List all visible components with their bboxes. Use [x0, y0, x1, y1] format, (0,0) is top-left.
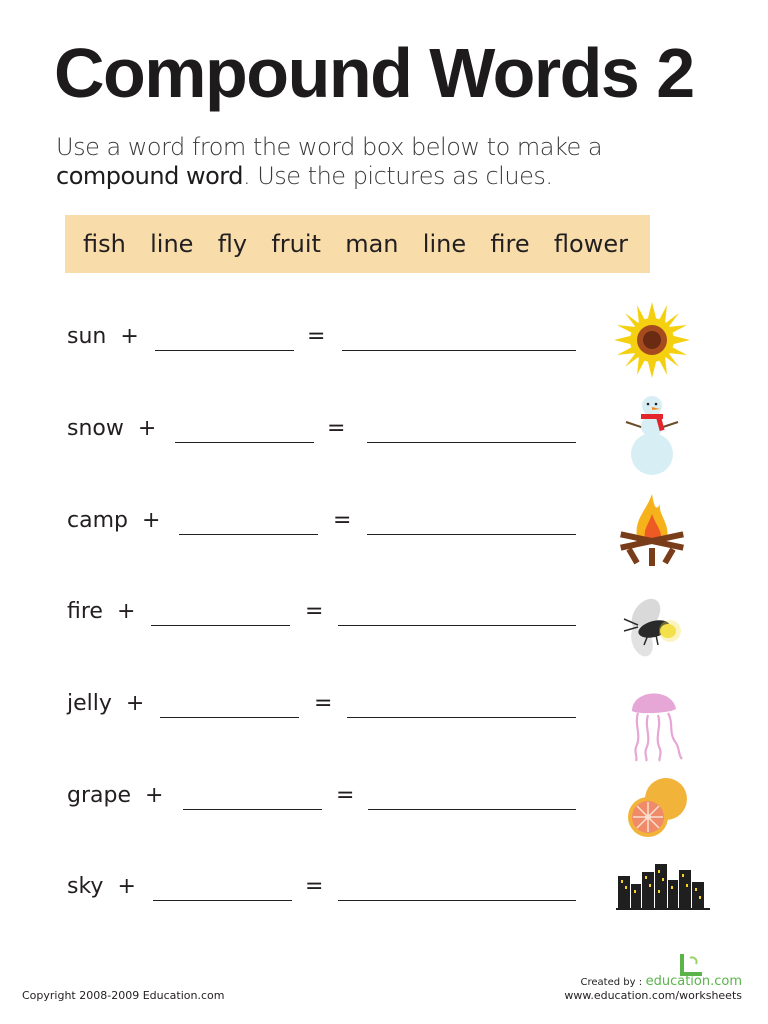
exercise-row-sky [0, 862, 768, 922]
equals-sign: = [305, 599, 324, 624]
equals-sign: = [305, 874, 324, 899]
answer-blank[interactable] [151, 625, 290, 626]
created-by-label: Created by : [580, 977, 643, 988]
answer-blank[interactable] [155, 350, 294, 351]
base-word: fire + [67, 599, 136, 624]
word-box-item: fruit [271, 230, 321, 258]
copyright-text: Copyright 2008-2009 Education.com [22, 989, 225, 1002]
word-box-item: line [150, 230, 194, 258]
firefly-icon [620, 591, 682, 663]
base-word: sun + [67, 324, 139, 349]
instructions-bold-term: compound word [56, 162, 243, 190]
equals-sign: = [314, 691, 333, 716]
instructions [56, 133, 696, 191]
campfire-icon [616, 492, 688, 568]
equals-sign: = [333, 508, 352, 533]
word-box-item: fire [490, 230, 530, 258]
base-word: sky + [67, 874, 136, 899]
exercise-row-snow [0, 404, 768, 464]
word-box-item: fly [217, 230, 248, 258]
exercise-row-camp [0, 496, 768, 556]
base-word: snow + [67, 416, 157, 441]
equals-sign: = [336, 783, 355, 808]
grapefruit-icon [624, 775, 692, 841]
answer-blank[interactable] [153, 900, 292, 901]
exercise-row-jelly [0, 679, 768, 739]
word-box-item: line [422, 230, 467, 258]
exercise-row-sun [0, 312, 768, 372]
base-word: jelly + [67, 691, 145, 716]
answer-blank[interactable] [160, 717, 299, 718]
answer-blank[interactable] [179, 534, 318, 535]
skyline-icon [614, 862, 712, 912]
worksheets-url: www.education.com/worksheets [564, 989, 742, 1002]
base-word: camp + [67, 508, 161, 533]
answer-blank[interactable] [183, 809, 322, 810]
answer-blank[interactable] [175, 442, 314, 443]
result-blank[interactable] [338, 625, 576, 626]
equals-sign: = [307, 324, 326, 349]
word-box-item: fish [83, 230, 126, 258]
word-box-item: man [345, 230, 399, 258]
result-blank[interactable] [342, 350, 576, 351]
equals-sign: = [327, 416, 346, 441]
jellyfish-icon [624, 683, 688, 763]
sunflower-icon [612, 300, 692, 380]
snowman-icon [620, 392, 684, 476]
base-word: grape + [67, 783, 164, 808]
word-box-item: flower [553, 230, 628, 258]
brand-name: education.com [645, 974, 742, 989]
page-title: Compound Words 2 [54, 34, 694, 112]
instructions-line1: Use a word from the word box below to make a [56, 133, 603, 161]
exercise-row-fire [0, 587, 768, 647]
exercise-row-grape [0, 771, 768, 831]
instructions-line2: . Use the pictures as clues. [242, 162, 553, 190]
word-box [65, 215, 650, 273]
result-blank[interactable] [367, 442, 576, 443]
result-blank[interactable] [367, 534, 576, 535]
result-blank[interactable] [368, 809, 576, 810]
footer-credits [564, 974, 742, 1002]
result-blank[interactable] [347, 717, 576, 718]
result-blank[interactable] [338, 900, 576, 901]
